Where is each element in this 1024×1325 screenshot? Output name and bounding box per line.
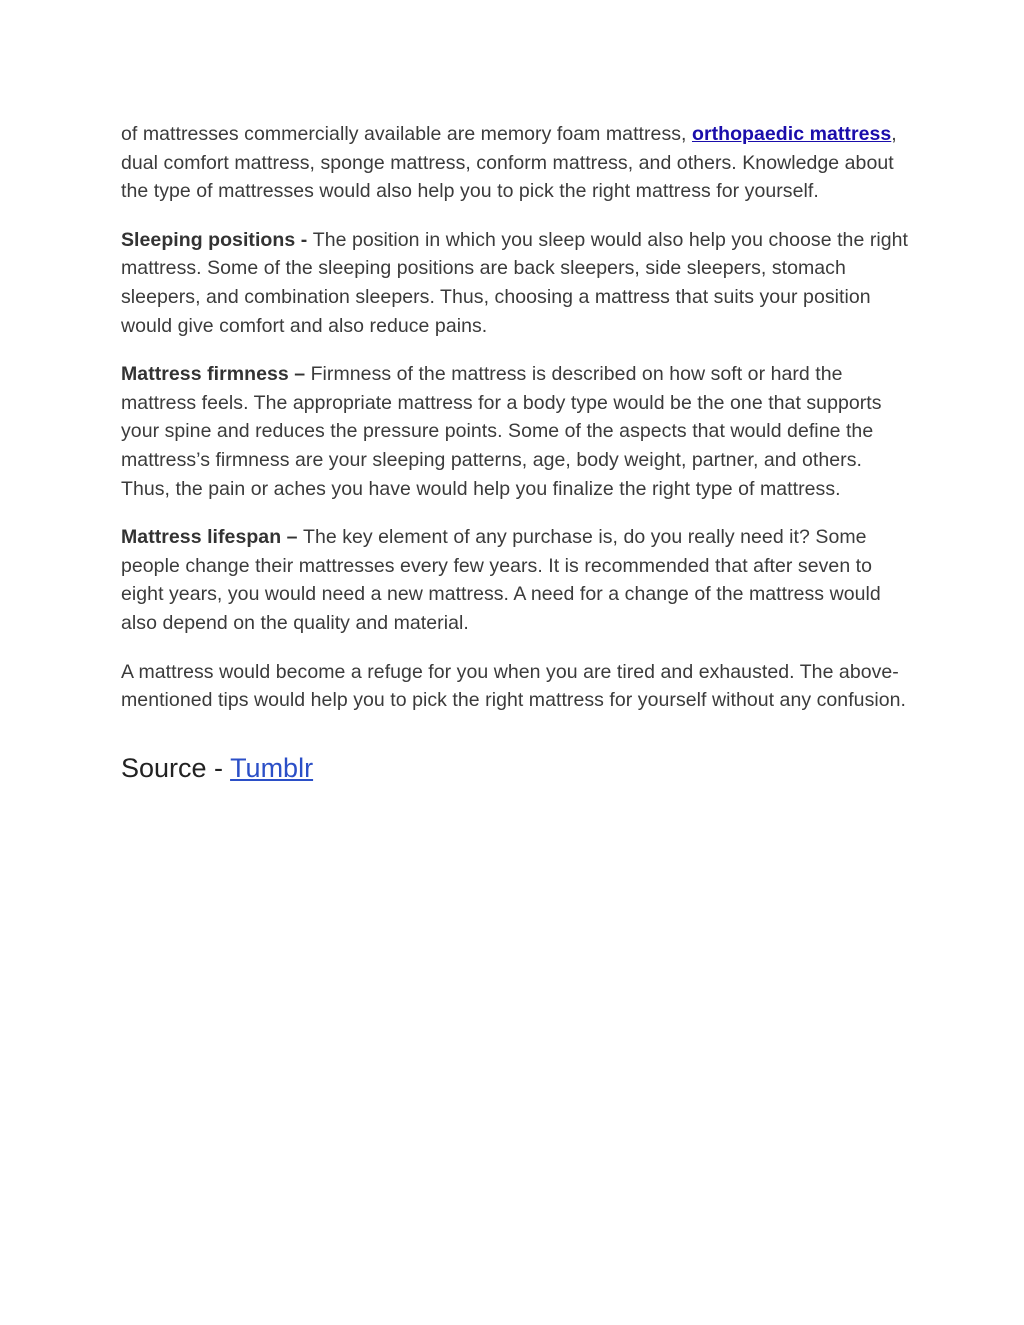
intro-text-before: of mattresses commercially available are memory foam mattress, <box>121 123 692 145</box>
orthopaedic-mattress-link[interactable]: orthopaedic mattress <box>691 123 892 145</box>
sleeping-positions-body: The position in which you sleep would also help you choose the right mattress. Some of the sleeping positions are back sleepers, side sleepers, stomach sleepers, and combination sleepers. Thus, choosing a mattress that suits your position would give comfort and also reduce pains. <box>121 228 908 337</box>
mattress-lifespan-heading: Mattress lifespan – <box>121 526 303 549</box>
source-label: Source - <box>121 752 231 783</box>
sleeping-positions-heading: Sleeping positions - <box>121 228 313 251</box>
source-line <box>121 751 911 785</box>
mattress-firmness-heading: Mattress firmness – <box>121 363 311 386</box>
mattress-lifespan-paragraph <box>121 523 911 637</box>
mattress-firmness-body: Firmness of the mattress is described on how soft or hard the mattress feels. The appropriate mattress for a body type would be the one that supports your spine and reduces the pressure points. Some of the aspects that would define the mattress’s firmness are your sleeping patterns, age, body weight, partner, and others. Thus, the pain or aches you have would help you finalize the right type of mattress. <box>121 363 882 500</box>
document-body <box>121 120 911 785</box>
intro-text-after: , dual comfort mattress, sponge mattress, conform mattress, and others. Knowledge about the type of mattresses would also help you to pick the right mattress for yourself. <box>121 123 897 203</box>
sleeping-positions-paragraph <box>121 226 911 340</box>
mattress-lifespan-body: The key element of any purchase is, do you really need it? Some people change their mattresses every few years. It is recommended that after seven to eight years, you would need a new mattress. A need for a change of the mattress would also depend on the quality and material. <box>121 526 881 634</box>
tumblr-link[interactable]: Tumblr <box>230 752 314 783</box>
intro-paragraph <box>121 120 911 206</box>
mattress-firmness-paragraph <box>121 360 911 503</box>
conclusion-paragraph: A mattress would become a refuge for you when you are tired and exhausted. The above-mentioned tips would help you to pick the right mattress for yourself without any confusion. <box>121 660 907 712</box>
